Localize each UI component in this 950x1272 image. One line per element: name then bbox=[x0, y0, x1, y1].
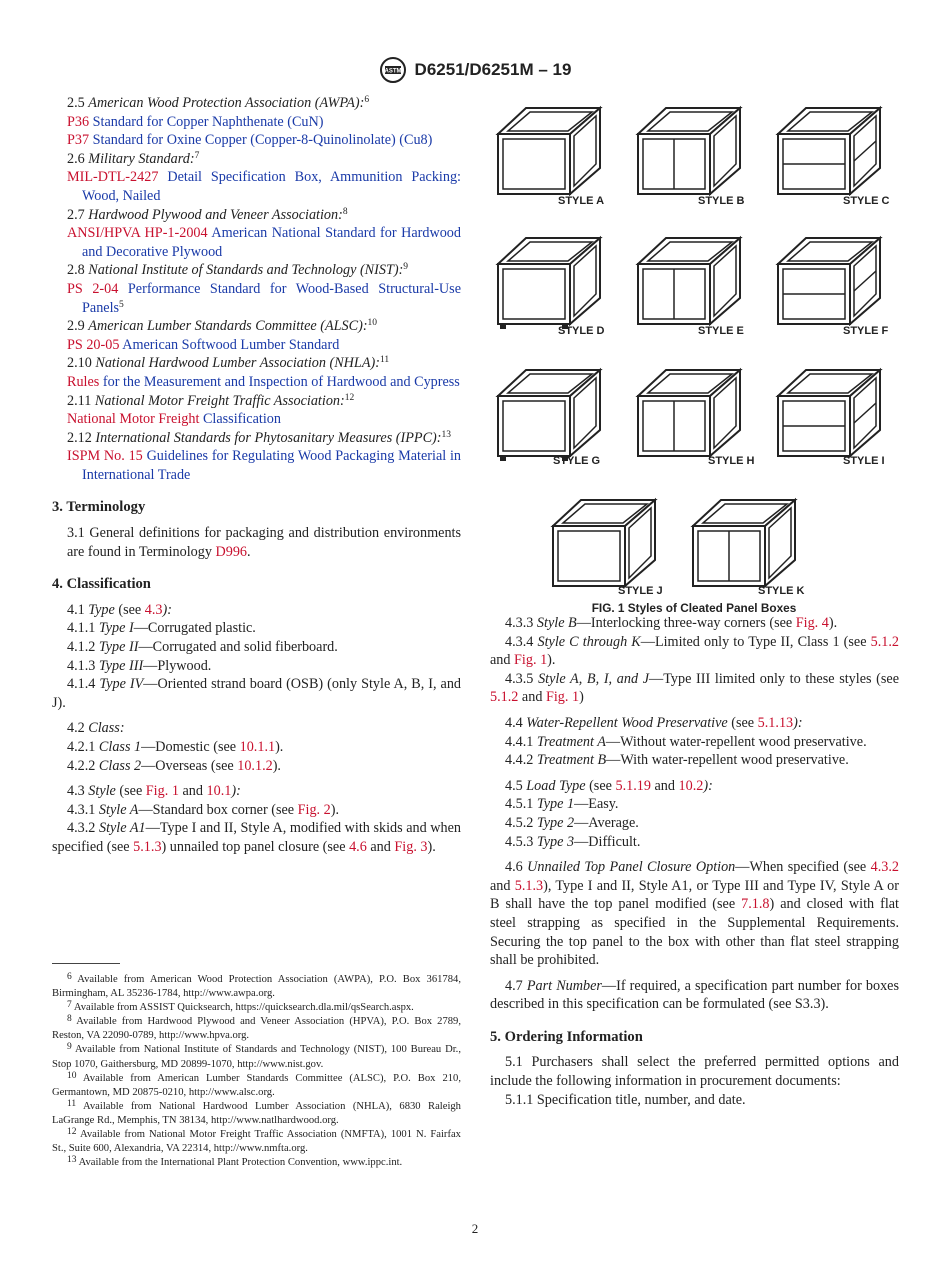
ref-title-link[interactable]: American Softwood Lumber Standard bbox=[122, 336, 340, 353]
ref-code-link[interactable]: P37 bbox=[67, 132, 90, 149]
footnotes bbox=[52, 973, 461, 1170]
ref-title-link[interactable]: for the Measurement and Inspection of Hardwood and Cypress bbox=[102, 373, 460, 390]
link-10-1-1[interactable]: 10.1.1 bbox=[239, 739, 276, 755]
link-4-6[interactable]: 4.6 bbox=[349, 838, 367, 855]
ref-document-entry bbox=[52, 373, 461, 392]
ref-title-link[interactable]: American National Standard for Hardwood and Decorative Plywood bbox=[82, 225, 461, 260]
paragraph-4-1-1: 4.1.1 Type I—Corrugated plastic. bbox=[67, 620, 256, 637]
box-style-label: STYLE I bbox=[843, 455, 885, 467]
paragraph-4-4: 4.4 Water-Repellent Wood Preservative (see 5.1.13): bbox=[505, 714, 803, 731]
box-style-label: STYLE H bbox=[708, 455, 755, 467]
link-d996[interactable]: D996 bbox=[215, 543, 248, 560]
paragraph-3-1: 3.1 General definitions for packaging and distribution environments are found in Terminology D996. bbox=[67, 525, 461, 560]
footnote-11: 11 Available from National Hardwood Lumber Association (NHLA), 6830 Raleigh LaGrange Rd., Memphis, TN 38134, http://www.natlhardwood.org. bbox=[52, 1098, 461, 1126]
box-style-label: STYLE F bbox=[843, 325, 889, 337]
paragraph-4-2-1: 4.2.1 Class 1—Domestic (see 10.1.1). bbox=[67, 739, 284, 755]
box-style-label: STYLE K bbox=[758, 585, 805, 597]
ref-section-2-7: 2.7 Hardwood Plywood and Veneer Association:$^8$ bbox=[67, 206, 348, 223]
ref-code-link[interactable]: MIL-DTL-2427 bbox=[67, 169, 159, 186]
ref-section-2-11: 2.11 National Motor Freight Traffic Association:$^{12}$ bbox=[67, 392, 355, 409]
astm-logo-icon bbox=[379, 56, 407, 84]
section-heading-terminology: 3. Terminology bbox=[52, 499, 146, 516]
box-style-label: STYLE E bbox=[698, 325, 744, 337]
paragraph-4-5-3: 4.5.3 Type 3—Difficult. bbox=[505, 833, 641, 850]
box-style-label: STYLE D bbox=[558, 325, 605, 337]
paragraph-4-3-3: 4.3.3 Style B—Interlocking three-way corners (see Fig. 4). bbox=[505, 615, 838, 631]
paragraph-4-3-1: 4.3.1 Style A—Standard box corner (see Fig. 2). bbox=[67, 801, 340, 818]
box-style-label: STYLE A bbox=[558, 195, 605, 207]
ref-code-link[interactable]: PS 20-05 bbox=[67, 336, 120, 353]
left-column bbox=[52, 94, 461, 857]
paragraph-5-1: 5.1 Purchasers shall select the preferred permitted options and include the following information in procurement documents: bbox=[490, 1054, 899, 1090]
section-heading-ordering-information: 5. Ordering Information bbox=[490, 1028, 643, 1045]
ref-section-2-5: 2.5 American Wood Protection Association (AWPA):$^6$ bbox=[67, 95, 370, 111]
paragraph-4-5: 4.5 Load Type (see 5.1.19 and 10.2): bbox=[505, 777, 713, 794]
paragraph-4-4-1: 4.4.1 Treatment A—Without water-repellent wood preservative. bbox=[505, 733, 867, 750]
ref-section-2-9: 2.9 American Lumber Standards Committee (ALSC):$^{10}$ bbox=[67, 318, 378, 335]
page-number: 2 bbox=[471, 1221, 479, 1236]
ref-document-entry bbox=[52, 131, 461, 150]
link-10-1[interactable]: 10.1 bbox=[206, 783, 232, 800]
link-5-1-2[interactable]: 5.1.2 bbox=[490, 689, 519, 706]
paragraph-4-3-4: 4.3.4 Style C through K—Limited only to Type II, Class 1 (see 5.1.2 and Fig. 1). bbox=[490, 633, 899, 669]
paragraph-4-1-2: 4.1.2 Type II—Corrugated and solid fiberboard. bbox=[67, 639, 338, 656]
ref-section-2-10: 2.10 National Hardwood Lumber Association (NHLA):$^{11}$ bbox=[67, 355, 390, 372]
box-style-label: STYLE G bbox=[553, 455, 601, 467]
footnote-7: 7 Available from ASSIST Quicksearch, https://quicksearch.dla.mil/qsSearch.aspx. bbox=[67, 1000, 414, 1014]
paragraph-4-5-2: 4.5.2 Type 2—Average. bbox=[505, 814, 639, 831]
link-fig-1[interactable]: Fig. 1 bbox=[545, 689, 580, 706]
ref-code-link[interactable]: ANSI/HPVA HP-1-2004 bbox=[67, 225, 208, 242]
document-designation: D6251/D6251M – 19 bbox=[414, 60, 572, 79]
right-column bbox=[490, 614, 899, 1109]
ref-title-link[interactable]: Classification bbox=[202, 411, 281, 428]
box-style-label: STYLE C bbox=[843, 195, 890, 207]
ref-title-link[interactable]: Detail Specification Box, Ammunition Packing: Wood, Nailed bbox=[82, 169, 461, 204]
link-4-3[interactable]: 4.3 bbox=[144, 601, 163, 618]
link-fig-3[interactable]: Fig. 3 bbox=[394, 838, 428, 855]
footnote-9: 9 Available from National Institute of Standards and Technology (NIST), 100 Bureau Dr., Stop 1070, Gaithersburg, MD 20899-1070, http://www.nist.gov. bbox=[52, 1042, 461, 1070]
figure-caption: FIG. 1 Styles of Cleated Panel Boxes bbox=[591, 601, 797, 615]
footnote-12: 12 Available from National Motor Freight Traffic Association (NMFTA), 1001 N. Fairfax St., Suite 600, Alexandria, VA 22314, http://www.nmfta.org. bbox=[52, 1127, 461, 1155]
paragraph-4-2: 4.2 Class: bbox=[67, 720, 125, 737]
ref-code-link[interactable]: PS 2-04 bbox=[67, 280, 119, 297]
ref-title-link[interactable]: Guidelines for Regulating Wood Packaging Material in International Trade bbox=[82, 448, 461, 483]
link-5-1-3[interactable]: 5.1.3 bbox=[514, 877, 544, 894]
link-fig-4[interactable]: Fig. 4 bbox=[795, 615, 829, 631]
ref-title-link[interactable]: Performance Standard for Wood-Based Structural-Use Panels bbox=[82, 280, 461, 316]
link-fig-1[interactable]: Fig. 1 bbox=[145, 783, 179, 800]
ref-title-link[interactable]: Standard for Oxine Copper (Copper-8-Quinolinolate) (Cu8) bbox=[92, 132, 433, 149]
link-5-1-3[interactable]: 5.1.3 bbox=[133, 838, 162, 855]
link-fig-1[interactable]: Fig. 1 bbox=[514, 652, 548, 669]
ref-document-entry bbox=[52, 224, 461, 261]
link-10-2[interactable]: 10.2 bbox=[678, 777, 704, 794]
section-heading-classification: 4. Classification bbox=[52, 576, 151, 593]
link-5-1-2[interactable]: 5.1.2 bbox=[870, 633, 899, 650]
footnote-8: 8 Available from Hardwood Plywood and Veneer Association (HPVA), P.O. Box 2789, Reston, VA 22090-0789, http://www.hpva.org. bbox=[52, 1014, 461, 1042]
paragraph-4-3: 4.3 Style (see Fig. 1 and 10.1): bbox=[67, 783, 241, 800]
footnote-13: 13 Available from the International Plant Protection Convention, www.ippc.int. bbox=[67, 1155, 403, 1169]
referenced-documents-list bbox=[52, 94, 461, 484]
paragraph-4-1-3: 4.1.3 Type III—Plywood. bbox=[67, 657, 212, 674]
ref-document-entry bbox=[52, 336, 461, 355]
ref-title-link[interactable]: Standard for Copper Naphthenate (CuN) bbox=[92, 113, 324, 130]
figure-1-box-styles bbox=[488, 94, 900, 614]
paragraph-4-4-2: 4.4.2 Treatment B—With water-repellent wood preservative. bbox=[505, 752, 849, 769]
ref-code-link[interactable]: National Motor Freight bbox=[67, 411, 200, 428]
ref-code-link[interactable]: ISPM No. 15 bbox=[67, 448, 143, 465]
ref-section-2-12: 2.12 International Standards for Phytosanitary Measures (IPPC):$^{13}$ bbox=[67, 429, 451, 446]
ref-section-2-6: 2.6 Military Standard:$^7$ bbox=[67, 150, 200, 167]
footnote-6: 6 Available from American Wood Protection Association (AWPA), P.O. Box 361784, Birmingham, AL 35236-1784, http://www.awpa.org. bbox=[52, 972, 461, 1000]
link-4-3-2[interactable]: 4.3.2 bbox=[870, 859, 899, 876]
paragraph-4-3-2: 4.3.2 Style A1—Type I and II, Style A, modified with skids and when specified (see 5.1.3) unnailed top panel closure (see 4.6 and Fig. 3). bbox=[52, 820, 462, 855]
paragraph-4-5-1: 4.5.1 Type 1—Easy. bbox=[505, 796, 619, 813]
ref-document-entry: PS 2-04 Performance Standard for Wood-Based Structural-Use Panels$^5$ bbox=[67, 280, 461, 316]
ref-document-entry bbox=[52, 113, 461, 132]
box-style-label: STYLE B bbox=[698, 195, 745, 207]
ref-document-entry bbox=[52, 168, 461, 205]
link-fig-2[interactable]: Fig. 2 bbox=[297, 801, 331, 818]
link-7-1-8[interactable]: 7.1.8 bbox=[741, 896, 770, 913]
footnote-10: 10 Available from American Lumber Standards Committee (ALSC), P.O. Box 210, Germantown, MD 20875-0210, http://www.alsc.org. bbox=[52, 1070, 461, 1098]
ref-code-link[interactable]: P36 bbox=[67, 113, 90, 130]
ref-code-link[interactable]: Rules bbox=[67, 373, 100, 390]
paragraph-4-1-4: 4.1.4 Type IV—Oriented strand board (OSB) (only Style A, B, I, and J). bbox=[52, 676, 462, 711]
link-5-1-19[interactable]: 5.1.19 bbox=[615, 777, 651, 794]
box-style-label: STYLE J bbox=[618, 585, 663, 597]
svg-text:ASTM: ASTM bbox=[384, 68, 402, 75]
paragraph-4-6: 4.6 Unnailed Top Panel Closure Option—When specified (see 4.3.2 and 5.1.3), Type I and II, Style A1, or Type III and Type IV, Style A or B shall have the top panel modified (see 7.1.8) and closed with flat steel strapping as specified in the Supplemental Requirements. Securing the top panel to the box with other than flat steel strapping shall be prohibited. bbox=[490, 859, 899, 969]
ref-document-entry bbox=[52, 447, 461, 484]
footnote-divider bbox=[52, 963, 120, 964]
link-5-1-13[interactable]: 5.1.13 bbox=[757, 714, 794, 731]
link-10-1-2[interactable]: 10.1.2 bbox=[237, 757, 273, 774]
paragraph-4-3-5: 4.3.5 Style A, B, I, and J—Type III limited only to these styles (see 5.1.2 and Fig. 1) bbox=[490, 670, 900, 706]
paragraph-4-1: 4.1 Type (see 4.3): bbox=[67, 601, 172, 618]
paragraph-4-7: 4.7 Part Number—If required, a specification part number for boxes described in this specification can be formulated (see S3.3). bbox=[490, 977, 900, 1013]
ref-document-entry bbox=[52, 410, 461, 429]
page-header bbox=[0, 56, 950, 89]
paragraph-4-2-2: 4.2.2 Class 2—Overseas (see 10.1.2). bbox=[67, 757, 281, 774]
paragraph-5-1-1: 5.1.1 Specification title, number, and date. bbox=[505, 1091, 746, 1108]
ref-section-2-8: 2.8 National Institute of Standards and Technology (NIST):$^9$ bbox=[67, 262, 409, 279]
